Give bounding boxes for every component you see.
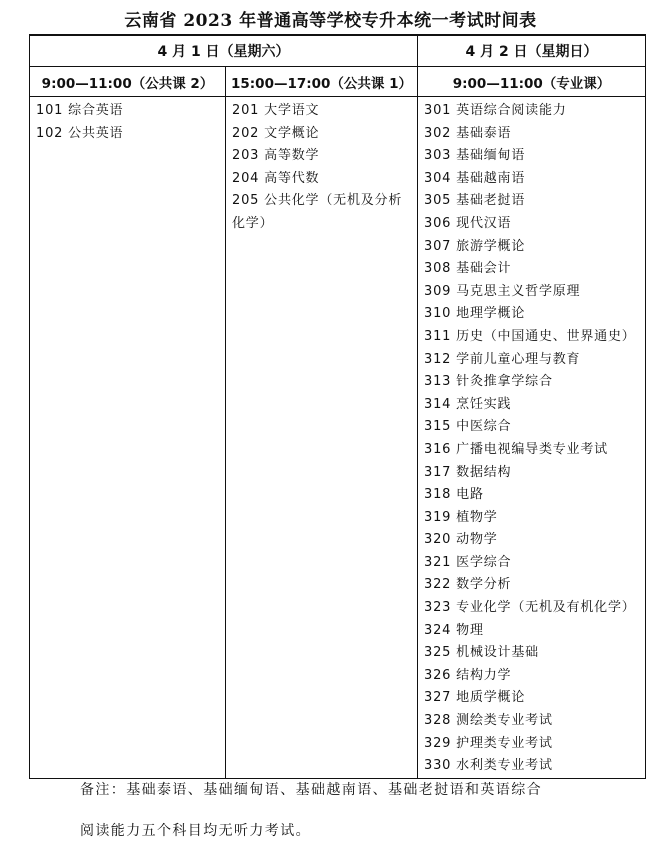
subject-item: 102 公共英语 <box>36 125 124 141</box>
subject-item: 205 公共化学（无机及分析化学） <box>232 193 403 231</box>
day-2-header: 4 月 2 日（星期日） <box>418 35 646 67</box>
session-1-time: 9:00—11:00（公共课 2） <box>30 67 226 97</box>
session-3-time: 9:00—11:00（专业课） <box>418 67 646 97</box>
page-title: 云南省 2023 年普通高等学校专升本统一考试时间表 <box>124 11 537 31</box>
subject-item: 318 电路 <box>424 487 484 503</box>
subject-item: 316 广播电视编导类专业考试 <box>424 441 608 457</box>
note-line-2: 阅读能力五个科目均无听力考试。 <box>80 823 311 839</box>
session-2-subjects <box>226 97 418 779</box>
subject-item: 309 马克思主义哲学原理 <box>424 283 581 299</box>
subject-item: 308 基础会计 <box>424 261 512 277</box>
subject-item: 317 数据结构 <box>424 464 512 480</box>
subject-item: 306 现代汉语 <box>424 215 512 231</box>
subject-item: 326 结构力学 <box>424 667 512 683</box>
subject-item: 321 医学综合 <box>424 554 512 570</box>
subject-item: 204 高等代数 <box>232 170 320 186</box>
subject-item: 311 历史（中国通史、世界通史） <box>424 328 636 344</box>
subject-list <box>36 100 221 145</box>
subject-item: 324 物理 <box>424 622 484 638</box>
subject-item: 202 文学概论 <box>232 125 320 141</box>
subject-item: 307 旅游学概论 <box>424 238 526 254</box>
subject-item: 312 学前儿童心理与教育 <box>424 351 581 367</box>
subject-item: 314 烹饪实践 <box>424 396 512 412</box>
subjects-row <box>30 97 646 779</box>
date-header-row <box>30 35 646 67</box>
subject-item: 303 基础缅甸语 <box>424 148 526 164</box>
subject-item: 305 基础老挝语 <box>424 193 526 209</box>
subject-item: 313 针灸推拿学综合 <box>424 374 553 390</box>
subject-item: 319 植物学 <box>424 509 498 525</box>
subject-item: 327 地质学概论 <box>424 690 526 706</box>
subject-item: 330 水利类专业考试 <box>424 758 553 774</box>
subject-item: 322 数学分析 <box>424 577 512 593</box>
session-header-row <box>30 67 646 97</box>
subject-item: 302 基础泰语 <box>424 125 512 141</box>
note-line-1: 备注：基础泰语、基础缅甸语、基础越南语、基础老挝语和英语综合 <box>80 782 542 798</box>
subject-item: 329 护理类专业考试 <box>424 735 553 751</box>
subject-item: 328 测绘类专业考试 <box>424 713 553 729</box>
session-1-subjects <box>30 97 226 779</box>
subject-list <box>232 100 413 236</box>
subject-item: 325 机械设计基础 <box>424 645 539 661</box>
day-1-header: 4 月 1 日（星期六） <box>30 35 418 67</box>
session-3-subjects <box>418 97 646 779</box>
subject-item: 320 动物学 <box>424 532 498 548</box>
subject-item: 101 综合英语 <box>36 103 124 118</box>
subject-item: 323 专业化学（无机及有机化学） <box>424 600 636 616</box>
exam-schedule-table <box>29 34 646 779</box>
subject-item: 304 基础越南语 <box>424 170 526 186</box>
subject-item: 315 中医综合 <box>424 419 512 435</box>
subject-item: 310 地理学概论 <box>424 306 526 322</box>
subject-item: 301 英语综合阅读能力 <box>424 103 567 118</box>
subject-list <box>424 100 641 778</box>
subject-item: 201 大学语文 <box>232 103 320 118</box>
session-2-time: 15:00—17:00（公共课 1） <box>226 67 418 97</box>
subject-item: 203 高等数学 <box>232 148 320 164</box>
